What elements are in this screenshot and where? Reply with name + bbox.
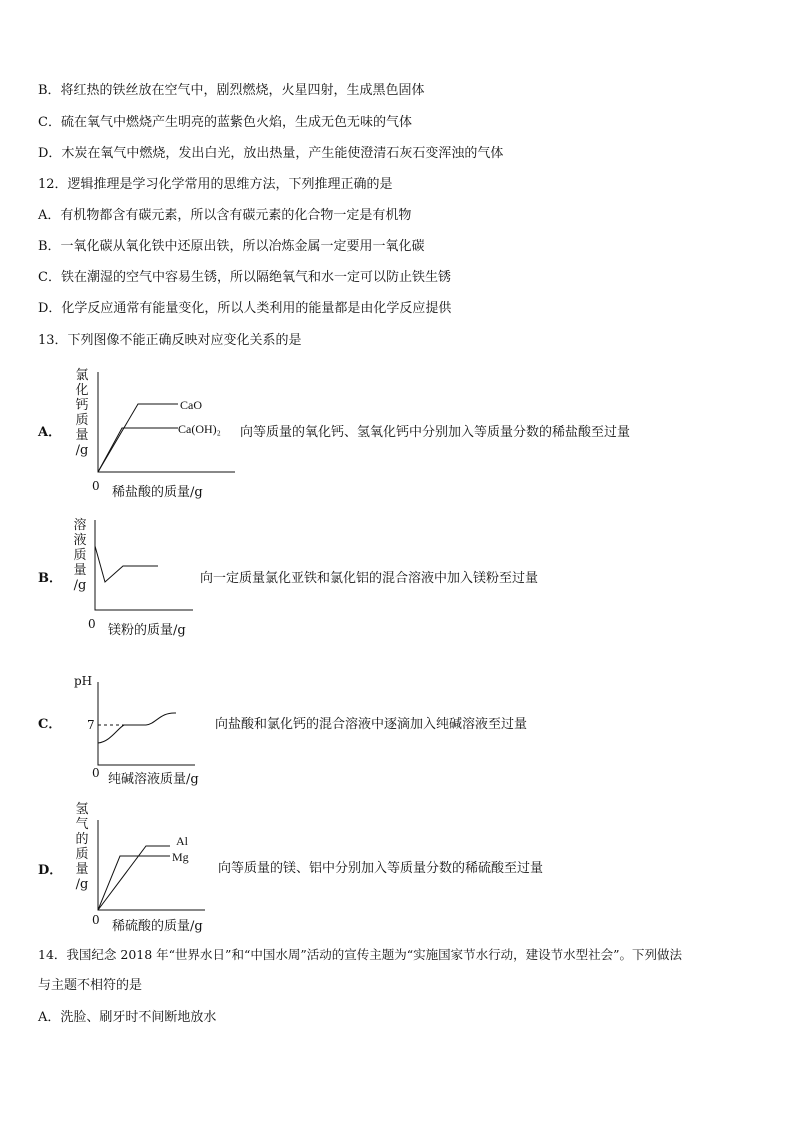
q14-stem-line1: 14．我国纪念 2018 年“世界水日”和“中国水周”活动的宣传主题为“实施国家节水行动，建设节水型社会”。下列做法 [38,947,683,962]
graph-b-curve [95,546,158,582]
graph-d-series-mg: Mg [172,850,189,864]
option-letter: A． [38,425,62,440]
graph-c-origin: 0 [92,766,100,780]
graph-b-description: 向一定质量氯化亚铁和氯化铝的混合溶液中加入镁粉至过量 [200,571,539,586]
graph-c-description: 向盐酸和氯化钙的混合溶液中逐滴加入纯碱溶液至过量 [215,717,528,732]
graph-d-xlabel: 稀硫酸的质量/g [112,919,203,934]
graph-c-ylabel: pH [74,674,93,688]
graph-a-description: 向等质量的氧化钙、氢氧化钙中分别加入等质量分数的稀盐酸至过量 [240,425,631,440]
graph-a-xlabel: 稀盐酸的质量/g [112,485,203,500]
graph-d-origin: 0 [92,913,100,927]
graph-b-xlabel: 镁粉的质量/g [108,623,186,638]
option-letter: D． [38,863,63,878]
graph-d-series-al: Al [176,834,188,848]
graph-b [88,518,198,613]
q11-option-d: D．木炭在氧气中燃烧，发出白光，放出热量，产生能使澄清石灰石变浑浊的气体 [38,146,504,161]
graph-a-series-caoh2: Ca(OH)₂ [178,422,221,436]
graph-d [90,818,210,913]
graph-d-ylabel: 氢 气 的 质 量 /g [75,802,89,892]
option-letter: B． [38,571,62,586]
q14-stem-line2: 与主题不相符的是 [38,978,143,993]
q12-stem: 12．逻辑推理是学习化学常用的思维方法，下列推理正确的是 [38,177,393,192]
graph-c [90,680,200,768]
graph-b-origin: 0 [88,617,96,631]
graph-c-curve [98,713,176,743]
graph-a-series-cao: CaO [180,398,202,412]
graph-b-ylabel: 溶 液 质 量 /g [73,518,87,593]
q13-stem: 13．下列图像不能正确反映对应变化关系的是 [38,333,302,348]
q11-option-b: B．将红热的铁丝放在空气中，剧烈燃烧，火星四射，生成黑色固体 [38,83,425,98]
q12-option-d: D．化学反应通常有能量变化，所以人类利用的能量都是由化学反应提供 [38,301,452,316]
q12-option-a: A．有机物都含有碳元素，所以含有碳元素的化合物一定是有机物 [38,208,412,223]
graph-a-origin: 0 [92,479,100,493]
graph-a-ylabel: 氯 化 钙 质 量 /g [75,368,89,458]
graph-c-xlabel: 纯碱溶液质量/g [108,772,199,787]
graph-d-description: 向等质量的镁、铝中分别加入等质量分数的稀硫酸至过量 [218,861,544,876]
q14-option-a: A．洗脸、刷牙时不间断地放水 [38,1010,217,1025]
graph-c-ytick-7: 7 [87,718,95,732]
graph-a-caoh2-line [98,428,178,472]
q11-option-c: C．硫在氧气中燃烧产生明亮的蓝紫色火焰，生成无色无味的气体 [38,115,412,130]
graph-a-cao-line [98,404,178,472]
option-letter: C． [38,717,62,732]
graph-d-mg-line [98,856,170,910]
q12-option-b: B．一氧化碳从氧化铁中还原出铁，所以冶炼金属一定要用一氧化碳 [38,239,425,254]
q12-option-c: C．铁在潮湿的空气中容易生锈，所以隔绝氧气和水一定可以防止铁生锈 [38,270,451,285]
